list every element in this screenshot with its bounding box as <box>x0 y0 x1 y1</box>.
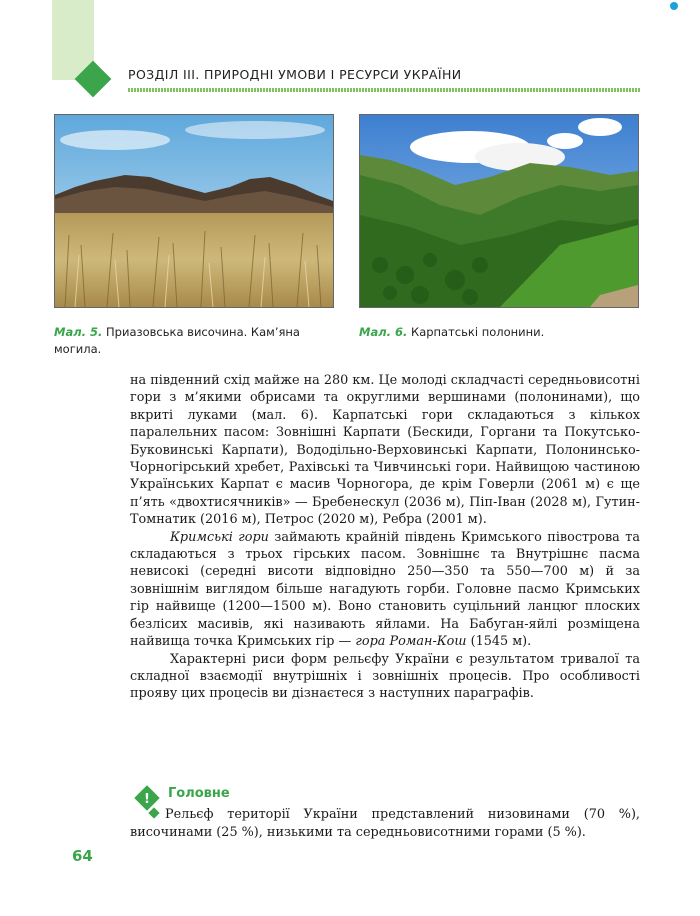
figure-6-label: Мал. 6. <box>359 325 408 339</box>
summary-text: Рельєф території України представлений низовинами (70 %), височинами (25 %), низькими та середньовисотними горами (5 %). <box>130 807 640 840</box>
paragraph-carpathians: на південний схід майже на 280 км. Це молоді складчасті середньовисотні гори з м’якими обрисами та округлими вершинами (полонинами), що вкриті луками (мал. 6). Карпатські гори складаються з кількох паралельних пасом: Зовнішні Карпати (Бескиди, Горгани та Покутсько-Буковинські Карпати), Вододільно-Верховинські Карпати, Полонинсько-Чорногірський хребет, Рахівські та Чивчинські гори. Найвищою частиною Українських Карпат є масив Чорногора, де крім Говерли (2061 м) є ще п’ять «двохтисячників» — Бребенескул (2036 м), Піп-Іван (2028 м), Гутин-Томнатик (2016 м), Петрос (2020 м), Ребра (2001 м). <box>130 373 640 528</box>
section-title: РОЗДІЛ ІІІ. ПРИРОДНІ УМОВИ І РЕСУРСИ УКРАЇНИ <box>128 67 462 82</box>
bullet-diamond-icon <box>148 807 159 818</box>
main-heading: Головне <box>168 786 230 801</box>
paragraph-crimean-text: займають крайній південь Кримського півострова та складаються з трьох гірських пасом. Зовнішнє та Внутрішнє пасма невисокі (середні висоти відповідно 250—350 та 550—700 м) й за зовнішнім виглядом більше нагадують горби. Головне пасмо Кримських гір найвище (1200—1500 м). Воно становить суцільний ланцюг плоских безлісих масивів, які називають яйлами. На Бабуган-яйлі розміщена найвища точка Кримських гір — <box>130 529 640 650</box>
svg-text:!: ! <box>144 792 150 807</box>
summary-block <box>130 806 640 842</box>
figure-5-text: Приазовська височина. Кам’яна могила. <box>54 325 300 356</box>
term-roman-kosh: гора Роман-Кош <box>355 634 467 650</box>
main-text <box>130 372 640 703</box>
page-number: 64 <box>72 847 93 865</box>
header-divider <box>128 88 640 92</box>
publisher-logo-icon <box>670 2 700 12</box>
paragraph-crimean-end: (1545 м). <box>466 634 532 650</box>
term-crimean-mountains: Кримські гори <box>170 529 269 545</box>
figure-6-text: Карпатські полонини. <box>411 325 545 339</box>
figure-6-caption <box>359 324 639 341</box>
paragraph-crimean-mountains <box>130 529 640 651</box>
figure-5-caption <box>54 324 334 358</box>
figure-5-photo <box>54 114 334 308</box>
figure-5-label: Мал. 5. <box>54 325 103 339</box>
figure-6-photo <box>359 114 639 308</box>
paragraph-relief-features: Характерні риси форм рельєфу України є результатом тривалої та складної взаємодії внутрішніх і зовнішніх процесів. Про особливості прояву цих процесів ви дізнаєтеся з наступних параграфів. <box>130 651 640 702</box>
